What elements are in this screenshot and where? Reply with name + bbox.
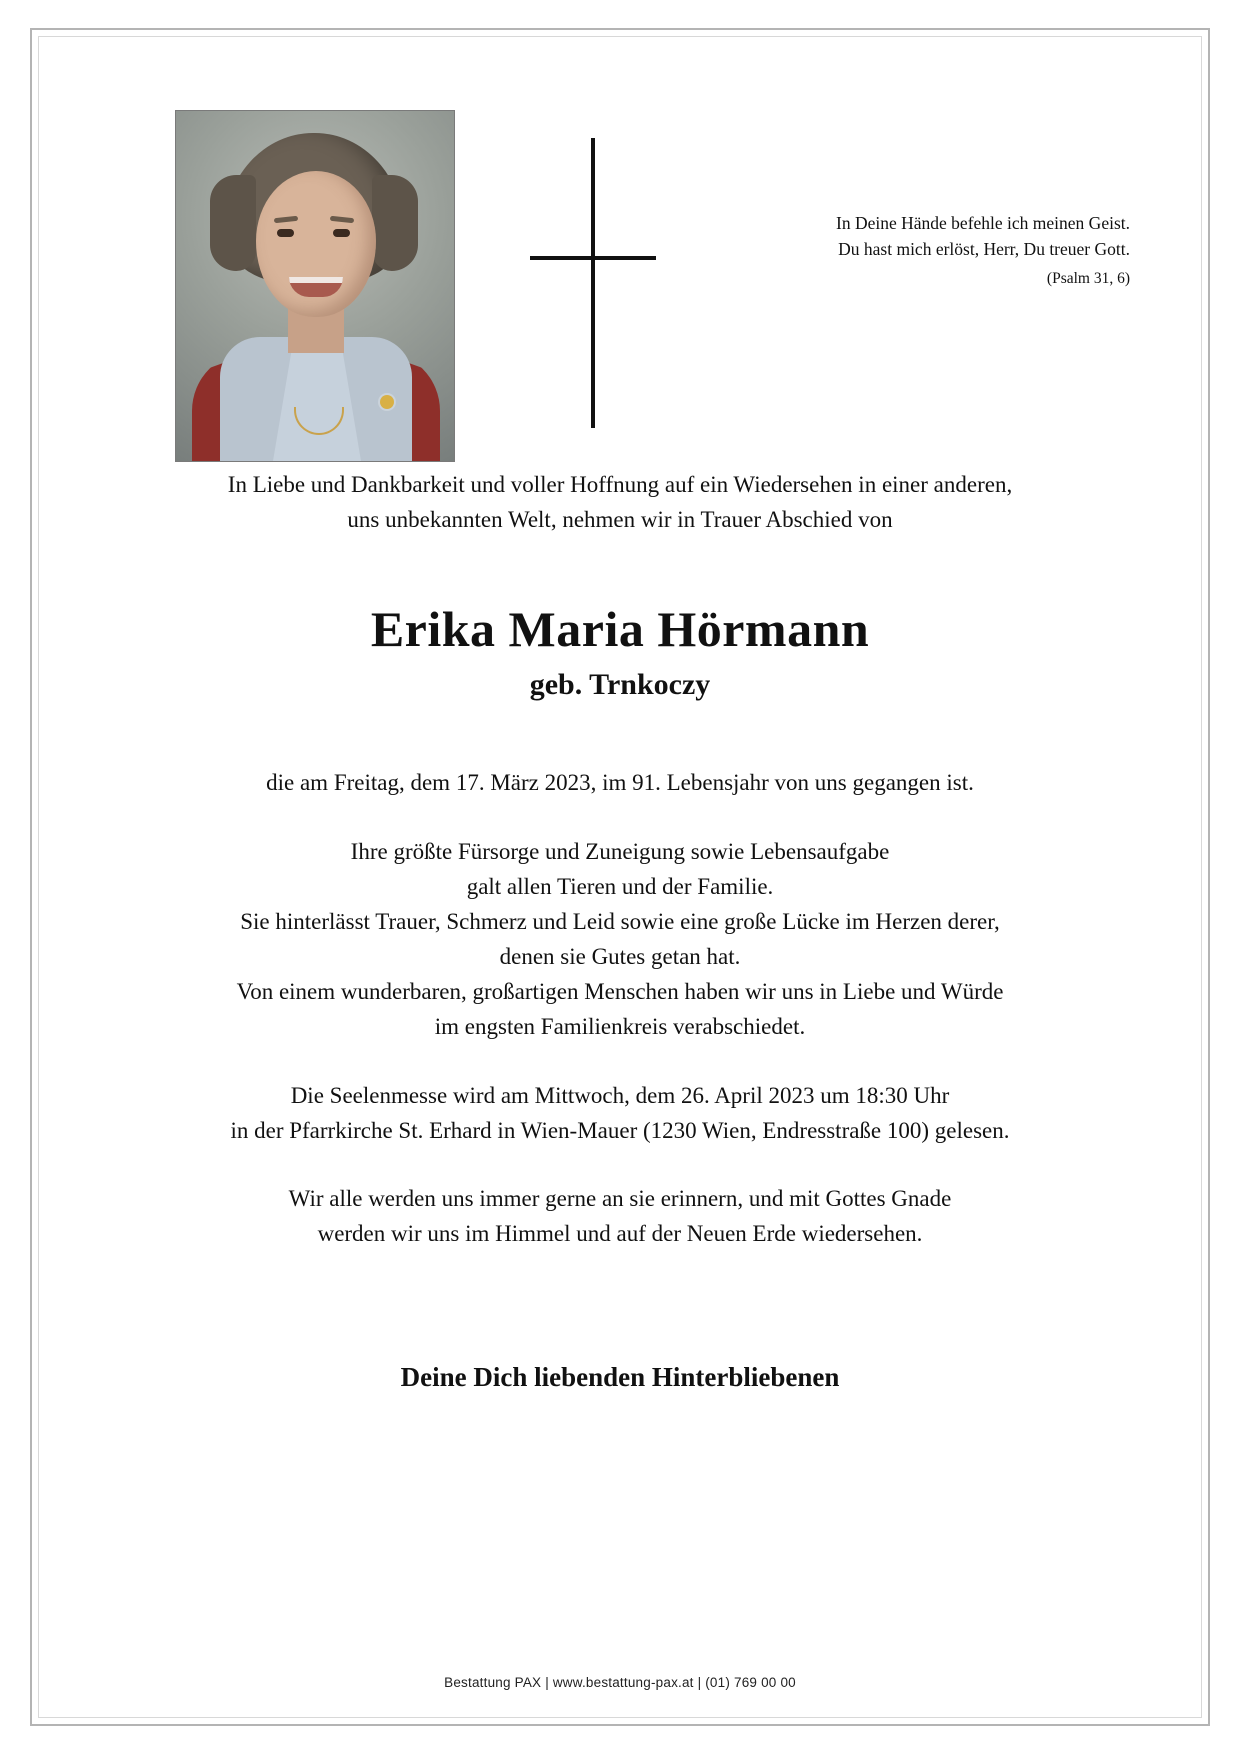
- portrait-eye-left: [277, 229, 294, 237]
- closing-line-2: werden wir uns im Himmel und auf der Neuen Erde wiedersehen.: [317, 1221, 923, 1247]
- deceased-maiden-name: geb. Trnkoczy: [529, 667, 711, 701]
- portrait-photo: [175, 110, 455, 462]
- tribute-line-6: im engsten Familienkreis verabschiedet.: [434, 1013, 806, 1039]
- tribute-line-2: galt allen Tieren und der Familie.: [466, 873, 774, 899]
- portrait-brooch: [380, 395, 394, 409]
- deceased-name: Erika Maria Hörmann: [370, 600, 870, 657]
- footer: [40, 1675, 1200, 1690]
- header-area: [40, 38, 1200, 458]
- intro-line-2: uns unbekannten Welt, nehmen wir in Trauer Abschied von: [347, 506, 893, 532]
- closing-line-1: Wir alle werden uns immer gerne an sie erinnern, und mit Gottes Gnade: [288, 1186, 952, 1212]
- service-line-1: Die Seelenmesse wird am Mittwoch, dem 26. April 2023 um 18:30 Uhr: [290, 1082, 950, 1108]
- service-text: [40, 1079, 1200, 1149]
- verse-reference: (Psalm 31, 6): [1046, 269, 1130, 287]
- cross-vertical-bar: [591, 138, 595, 428]
- tribute-line-3: Sie hinterlässt Trauer, Schmerz und Leid sowie eine große Lücke im Herzen derer,: [240, 908, 1000, 934]
- card-content: [40, 38, 1200, 1716]
- tribute-line-5: Von einem wunderbaren, großartigen Menschen haben wir uns in Liebe und Würde: [236, 978, 1004, 1004]
- latin-cross-icon: [522, 138, 662, 428]
- bible-verse: [700, 210, 1130, 290]
- portrait-eye-right: [333, 229, 350, 237]
- passing-text: [40, 766, 1200, 801]
- intro-line-1: In Liebe und Dankbarkeit und voller Hoffnung auf ein Wiedersehen in einer anderen,: [227, 472, 1013, 497]
- tribute-line-1: Ihre größte Fürsorge und Zuneigung sowie Lebensaufgabe: [350, 838, 890, 864]
- intro-text: [150, 468, 1090, 538]
- tribute-text: [40, 835, 1200, 1045]
- service-line-2: in der Pfarrkirche St. Erhard in Wien-Mauer (1230 Wien, Endresstraße 100) gelesen.: [230, 1117, 1010, 1143]
- cross-horizontal-bar: [530, 256, 656, 260]
- closing-text: [40, 1182, 1200, 1252]
- footer-text: Bestattung PAX | www.bestattung-pax.at | (01) 769 00 00: [444, 1675, 796, 1690]
- verse-line-2: Du hast mich erlöst, Herr, Du treuer Gott.: [838, 239, 1130, 260]
- verse-line-1: In Deine Hände befehle ich meinen Geist.: [836, 213, 1130, 233]
- passing-line: die am Freitag, dem 17. März 2023, im 91. Lebensjahr von uns gegangen ist.: [266, 769, 974, 795]
- main-text: [40, 468, 1200, 1393]
- tribute-line-4: denen sie Gutes getan hat.: [499, 943, 741, 969]
- signature-line: Deine Dich liebenden Hinterbliebenen: [400, 1362, 840, 1393]
